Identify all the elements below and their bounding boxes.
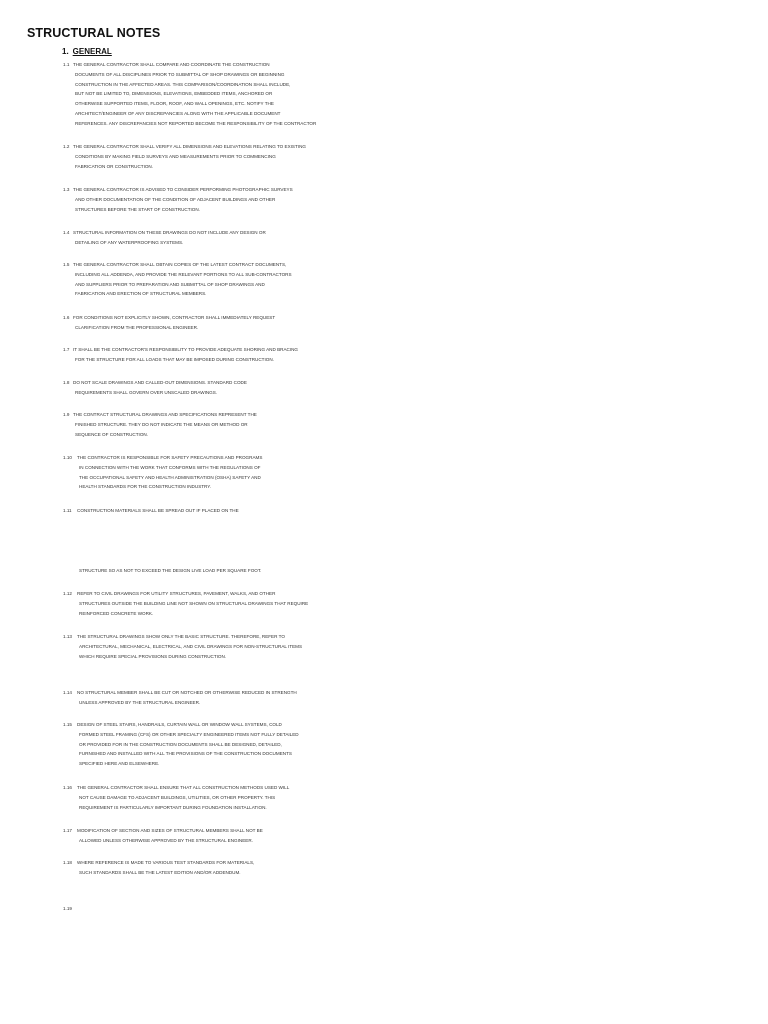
section-number: 1. <box>62 47 69 56</box>
note-text-line: THE STRUCTURAL DRAWINGS SHOW ONLY THE BASIC STRUCTURE. THEREFORE, REFER TO <box>77 634 285 639</box>
note-text-line: WHERE REFERENCE IS MADE TO VARIOUS TEST STANDARDS FOR MATERIALS, <box>77 860 255 865</box>
note-number: 1.14 <box>63 690 72 695</box>
note-text-line: FABRICATION AND ERECTION OF STRUCTURAL MEMBERS. <box>75 291 207 297</box>
note-text-line: FOR THE STRUCTURE FOR ALL LOADS THAT MAY BE IMPOSED DURING CONSTRUCTION. <box>75 356 274 362</box>
note-text-line: CONSTRUCTION MATERIALS SHALL BE SPREAD OUT IF PLACED ON THE <box>77 508 239 513</box>
note-text-line: IT SHALL BE THE CONTRACTOR'S RESPONSIBILITY TO PROVIDE ADEQUATE SHORING AND BRACING <box>73 347 298 352</box>
note-text-line: REQUIREMENTS SHALL GOVERN OVER UNSCALED DRAWINGS. <box>75 389 218 395</box>
note-text-line: AND OTHER DOCUMENTATION OF THE CONDITION OF ADJACENT BUILDINGS AND OTHER <box>75 196 276 202</box>
note-number: 1.19 <box>63 906 72 911</box>
note-item <box>63 826 313 846</box>
note-item <box>63 783 313 812</box>
note-number: 1.2 <box>63 144 70 149</box>
note-item <box>63 453 313 492</box>
note-text-line: OTHERWISE SUPPORTED ITEMS, FLOOR, ROOF, AND WALL OPENINGS, ETC. NOTIFY THE <box>75 101 274 107</box>
note-text-line: DETAILING OF ANY WATERPROOFING SYSTEMS. <box>75 239 184 245</box>
note-text-line: THE CONTRACT STRUCTURAL DRAWINGS AND SPECIFICATIONS REPRESENT THE <box>73 412 257 417</box>
note-text-line: NO STRUCTURAL MEMBER SHALL BE CUT OR NOTCHED OR OTHERWISE REDUCED IN STRENGTH <box>77 690 297 695</box>
note-item <box>63 720 313 769</box>
note-text-line: CONSTRUCTION IN THE AFFECTED AREAS. THIS COMPARISON/COORDINATION SHALL INCLUDE, <box>75 81 291 87</box>
note-text-line: STRUCTURE SO AS NOT TO EXCEED THE DESIGN LIVE LOAD PER SQUARE FOOT. <box>79 568 262 573</box>
note-number: 1.7 <box>63 347 70 352</box>
note-number: 1.3 <box>63 187 70 192</box>
note-number: 1.17 <box>63 828 72 833</box>
note-text-line: THE GENERAL CONTRACTOR SHALL OBTAIN COPIES OF THE LATEST CONTRACT DOCUMENTS, <box>73 262 287 267</box>
note-text-line: ARCHITECT/ENGINEER OF ANY DISCREPANCIES ALONG WITH THE APPLICABLE DOCUMENT <box>75 110 281 116</box>
note-text-line: BUT NOT BE LIMITED TO, DIMENSIONS, ELEVATIONS, EMBEDDED ITEMS, ANCHORED OR <box>75 91 273 97</box>
note-text-line: DO NOT SCALE DRAWINGS AND CALLED-OUT DIMENSIONS. STANDARD CODE <box>73 380 247 385</box>
note-text-line: STRUCTURAL INFORMATION ON THESE DRAWINGS DO NOT INCLUDE ANY DESIGN OR <box>73 230 266 235</box>
note-text-line: MODIFICATION OF SECTION AND SIZES OF STRUCTURAL MEMBERS SHALL NOT BE <box>77 828 263 833</box>
note-item <box>63 632 313 661</box>
note-item <box>63 858 313 878</box>
section-title: GENERAL <box>72 47 112 56</box>
note-text-line: STRUCTURES OUTSIDE THE BUILDING LINE NOT SHOWN ON STRUCTURAL DRAWINGS THAT REQUIRE <box>79 600 309 606</box>
note-item <box>63 589 313 618</box>
note-text-line: ARCHITECTURAL, MECHANICAL, ELECTRICAL, AND CIVIL DRAWINGS FOR NON-STRUCTURAL ITEMS <box>79 643 303 649</box>
note-item <box>63 566 313 576</box>
note-text-line: AND SUPPLIERS PRIOR TO PREPARATION AND SUBMITTAL OF SHOP DRAWINGS AND <box>75 281 265 287</box>
page-title: STRUCTURAL NOTES <box>27 26 161 40</box>
note-text-line: DESIGN OF STEEL STAIRS, HANDRAILS, CURTAIN WALL OR WINDOW WALL SYSTEMS, COLD <box>77 722 282 727</box>
note-number: 1.13 <box>63 634 72 639</box>
note-item <box>63 410 313 439</box>
note-text-line: SPECIFIED HERE AND ELSEWHERE. <box>79 761 160 767</box>
note-text-line: CLARIFICATION FROM THE PROFESSIONAL ENGINEER. <box>75 324 199 330</box>
note-text-line: REINFORCED CONCRETE WORK. <box>79 610 154 616</box>
note-text-line: REFERENCES. ANY DISCREPANCIES NOT REPORTED BECOME THE RESPONSIBILITY OF THE CONTRACTOR <box>75 120 317 126</box>
note-text-line: THE OCCUPATIONAL SAFETY AND HEALTH ADMINISTRATION (OSHA) SAFETY AND <box>79 474 261 480</box>
note-item <box>63 185 313 214</box>
note-text-line: THE GENERAL CONTRACTOR SHALL COMPARE AND COORDINATE THE CONSTRUCTION <box>73 62 270 67</box>
note-item <box>63 688 313 708</box>
note-text-line: CONDITIONS BY MAKING FIELD SURVEYS AND MEASUREMENTS PRIOR TO COMMENCING <box>75 153 276 159</box>
note-text-line: IN CONNECTION WITH THE WORK THAT CONFORMS WITH THE REGULATIONS OF <box>79 464 261 470</box>
note-number: 1.4 <box>63 230 70 235</box>
note-number: 1.16 <box>63 785 72 790</box>
note-item <box>63 506 313 516</box>
note-item <box>63 313 313 333</box>
note-text-line: OR PROVIDED FOR IN THE CONSTRUCTION DOCUMENTS SHALL BE DESIGNED, DETAILED, <box>79 741 282 747</box>
note-text-line: FINISHED STRUCTURE. THEY DO NOT INDICATE THE MEANS OR METHOD OR <box>75 421 248 427</box>
note-text-line: INCLUDING ALL ADDENDA, AND PROVIDE THE RELEVANT PORTIONS TO ALL SUB-CONTRACTORS <box>75 271 292 277</box>
note-number: 1.8 <box>63 380 70 385</box>
note-number: 1.1 <box>63 62 70 67</box>
note-item <box>63 142 313 171</box>
note-text-line: STRUCTURES BEFORE THE START OF CONSTRUCTION. <box>75 206 200 212</box>
note-number: 1.9 <box>63 412 70 417</box>
note-text-line: DOCUMENTS OF ALL DISCIPLINES PRIOR TO SUBMITTAL OF SHOP DRAWINGS OR BEGINNING <box>75 71 285 77</box>
note-text-line: THE GENERAL CONTRACTOR SHALL ENSURE THAT ALL CONSTRUCTION METHODS USED WILL <box>77 785 290 790</box>
note-text-line: UNLESS APPROVED BY THE STRUCTURAL ENGINEER. <box>79 699 201 705</box>
note-text-line: FORMED STEEL FRAMING (CFS) OR OTHER SPECIALTY ENGINEERED ITEMS NOT FULLY DETAILED <box>79 731 299 737</box>
note-text-line: HEALTH STANDARDS FOR THE CONSTRUCTION INDUSTRY. <box>79 484 212 490</box>
note-number: 1.11 <box>63 508 72 513</box>
note-number: 1.10 <box>63 455 72 460</box>
note-text-line: SUCH STANDARDS SHALL BE THE LATEST EDITION AND/OR ADDENDUM. <box>79 869 241 875</box>
note-text-line: NOT CAUSE DAMAGE TO ADJACENT BUILDINGS, UTILITIES, OR OTHER PROPERTY. THIS <box>79 794 276 800</box>
note-text-line: REFER TO CIVIL DRAWINGS FOR UTILITY STRUCTURES, PAVEMENT, WALKS, AND OTHER <box>77 591 276 596</box>
note-item <box>63 260 313 299</box>
note-item <box>63 378 313 398</box>
note-item <box>63 228 313 248</box>
note-item <box>63 345 313 365</box>
note-number: 1.6 <box>63 315 70 320</box>
note-item <box>63 60 317 129</box>
note-text-line: THE CONTRACTOR IS RESPONSIBLE FOR SAFETY PRECAUTIONS AND PROGRAMS <box>77 455 263 460</box>
note-text-line: WHICH REQUIRE SPECIAL PROVISIONS DURING CONSTRUCTION. <box>79 653 227 659</box>
note-text-line: THE GENERAL CONTRACTOR SHALL VERIFY ALL DIMENSIONS AND ELEVATIONS RELATING TO EXISTING <box>73 144 306 149</box>
note-number: 1.12 <box>63 591 72 596</box>
note-text-line: ALLOWED UNLESS OTHERWISE APPROVED BY THE STRUCTURAL ENGINEER. <box>79 837 253 843</box>
note-number: 1.18 <box>63 860 72 865</box>
note-text-line: FOR CONDITIONS NOT EXPLICITLY SHOWN, CONTRACTOR SHALL IMMEDIATELY REQUEST <box>73 315 276 320</box>
note-text-line: THE GENERAL CONTRACTOR IS ADVISED TO CONSIDER PERFORMING PHOTOGRAPHIC SURVEYS <box>73 187 293 192</box>
note-text-line: SEQUENCE OF CONSTRUCTION. <box>75 431 148 437</box>
note-number: 1.15 <box>63 722 72 727</box>
section-heading <box>62 47 112 56</box>
note-text-line: FABRICATION OR CONSTRUCTION. <box>75 163 154 169</box>
note-text-line: FURNISHED AND INSTALLED WITH ALL THE PROVISIONS OF THE CONSTRUCTION DOCUMENTS <box>79 751 292 757</box>
note-text-line: REQUIREMENT IS PARTICULARLY IMPORTANT DURING FOUNDATION INSTALLATION. <box>79 804 267 810</box>
note-number: 1.5 <box>63 262 70 267</box>
